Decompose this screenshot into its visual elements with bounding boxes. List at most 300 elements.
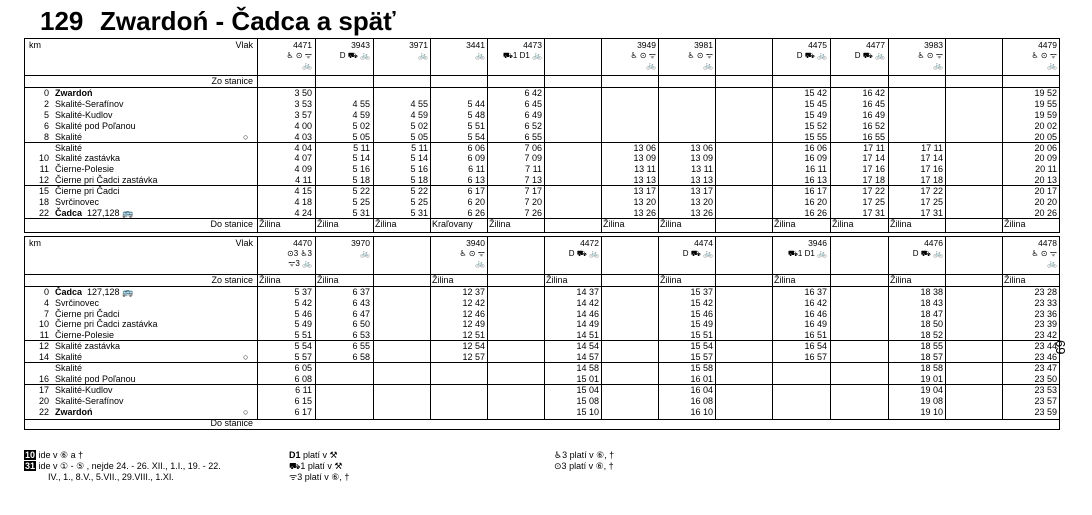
departure-time: 7 20 bbox=[524, 197, 542, 207]
to-station-row bbox=[24, 418, 1060, 430]
station-km: 22 bbox=[38, 207, 49, 218]
departure-time: 4 07 bbox=[294, 153, 312, 164]
departure-time: 16 51 bbox=[804, 330, 827, 341]
departure-time: 18 50 bbox=[920, 319, 943, 330]
departure-time: 16 17 bbox=[804, 186, 827, 197]
departure-time: 5 05 bbox=[352, 131, 370, 142]
page-title bbox=[40, 6, 396, 37]
station-km: 12 bbox=[38, 341, 49, 352]
train-icons-2: 🚲 bbox=[1047, 61, 1057, 70]
departure-time: 20 11 bbox=[1035, 164, 1057, 175]
departure-time: 14 54 bbox=[576, 341, 599, 352]
station-name: Čierne pri Čadci zastávka bbox=[55, 319, 158, 330]
departure-time: 20 06 bbox=[1034, 142, 1057, 153]
origin-station: Žilina bbox=[259, 274, 281, 285]
station-km: 6 bbox=[43, 120, 49, 131]
line-number: 129 bbox=[40, 6, 84, 36]
departure-time: 7 09 bbox=[524, 153, 542, 164]
departure-time: 15 08 bbox=[576, 395, 599, 406]
station-name: Skalité-Kudlov bbox=[55, 109, 113, 120]
departure-time: 23 44 bbox=[1034, 341, 1057, 352]
departure-time: 5 18 bbox=[410, 175, 428, 186]
departure-time: 16 54 bbox=[804, 341, 827, 352]
destination-station: Žilina bbox=[259, 218, 281, 229]
column-divider bbox=[1002, 237, 1003, 419]
legend-item-31: 31 ide v ① - ⑤ , nejde 24. - 26. XII., 1.I., 19. - 22. bbox=[25, 461, 221, 471]
departure-time: 15 51 bbox=[690, 330, 713, 341]
destination-station: Žilina bbox=[489, 218, 511, 229]
departure-time: 6 58 bbox=[352, 352, 370, 363]
train-icons: ♿ ⊙ ᯤ bbox=[1031, 51, 1057, 60]
departure-time: 17 14 bbox=[920, 153, 943, 164]
column-divider bbox=[257, 237, 258, 419]
departure-time: 14 57 bbox=[576, 352, 599, 363]
train-number: 3970 bbox=[351, 237, 370, 248]
departure-time: 5 48 bbox=[467, 109, 485, 120]
train-number: 3971 bbox=[409, 40, 428, 50]
departure-time: 16 13 bbox=[804, 175, 827, 186]
departure-time: 5 18 bbox=[352, 175, 370, 186]
departure-time: 19 52 bbox=[1034, 88, 1057, 98]
station-name: Skalité zastávka bbox=[55, 153, 121, 164]
departure-time: 5 25 bbox=[352, 197, 370, 207]
departure-time: 23 36 bbox=[1034, 308, 1057, 319]
departure-time: 18 57 bbox=[920, 352, 943, 363]
departure-time: 5 16 bbox=[410, 164, 428, 175]
departure-time: 5 31 bbox=[352, 207, 370, 218]
departure-time: 12 54 bbox=[462, 341, 485, 352]
station-km: 4 bbox=[43, 297, 49, 308]
origin-station: Žilina bbox=[432, 274, 454, 285]
station-km: 2 bbox=[43, 98, 49, 109]
from-station-label: Zo stanice bbox=[211, 274, 253, 285]
train-icons: ♿ ⊙ ᯤ bbox=[687, 51, 713, 60]
departure-time: 13 26 bbox=[690, 207, 713, 218]
departure-time: 13 06 bbox=[690, 142, 713, 153]
legend-item-10: 10 ide v ⑥ a † bbox=[25, 450, 84, 460]
departure-time: 5 14 bbox=[410, 153, 428, 164]
departure-time: 4 55 bbox=[410, 98, 428, 109]
departure-time: 15 37 bbox=[690, 286, 713, 297]
departure-time: 18 52 bbox=[920, 330, 943, 341]
train-number: 4477 bbox=[866, 40, 885, 50]
destination-station: Žilina bbox=[890, 218, 912, 229]
departure-time: 18 55 bbox=[920, 341, 943, 352]
departure-time: 6 20 bbox=[467, 197, 485, 207]
departure-time: 19 08 bbox=[920, 395, 943, 406]
station-km: 17 bbox=[38, 384, 49, 395]
column-divider bbox=[1002, 39, 1003, 232]
train-number: 3949 bbox=[637, 40, 656, 50]
train-number: 3940 bbox=[466, 237, 485, 248]
departure-time: 14 37 bbox=[576, 286, 599, 297]
departure-time: 4 11 bbox=[295, 175, 312, 186]
departure-time: 15 49 bbox=[804, 109, 827, 120]
train-number: 4472 bbox=[580, 237, 599, 248]
from-station-label: Zo stanice bbox=[211, 76, 253, 86]
train-icons: ⊙3 ♿3 bbox=[287, 248, 312, 258]
train-icons: 🚲 bbox=[418, 51, 428, 60]
station-name: Svrčinovec bbox=[55, 197, 100, 207]
station-km: 11 bbox=[39, 164, 49, 175]
train-icons: 🚲 bbox=[475, 51, 485, 60]
km-label: km bbox=[29, 40, 41, 50]
departure-time: 5 11 bbox=[353, 142, 370, 153]
departure-time: 13 20 bbox=[633, 197, 656, 207]
departure-time: 5 42 bbox=[294, 297, 312, 308]
departure-time: 6 50 bbox=[352, 319, 370, 330]
departure-time: 12 42 bbox=[462, 297, 485, 308]
station-name: Skalité pod Poľanou bbox=[55, 120, 136, 131]
column-divider bbox=[315, 237, 316, 419]
departure-time: 16 26 bbox=[804, 207, 827, 218]
departure-time: 5 46 bbox=[294, 308, 312, 319]
train-icons-2: 🚲 bbox=[302, 61, 312, 70]
station-mark: ○ bbox=[243, 352, 249, 363]
station-name: Skalité zastávka bbox=[55, 341, 121, 352]
km-label: km bbox=[29, 237, 41, 248]
column-divider bbox=[772, 39, 773, 232]
train-number: 3981 bbox=[694, 40, 713, 50]
departure-time: 5 11 bbox=[411, 142, 428, 153]
departure-time: 20 02 bbox=[1034, 120, 1057, 131]
train-icons-2: 🚲 bbox=[475, 258, 485, 268]
departure-time: 23 50 bbox=[1034, 373, 1057, 384]
departure-time: 7 13 bbox=[524, 175, 542, 186]
departure-time: 12 49 bbox=[462, 319, 485, 330]
departure-time: 17 18 bbox=[920, 175, 943, 186]
departure-time: 13 17 bbox=[690, 186, 713, 197]
departure-time: 5 49 bbox=[294, 319, 312, 330]
departure-time: 15 55 bbox=[804, 131, 827, 142]
departure-time: 17 16 bbox=[920, 164, 943, 175]
departure-time: 15 46 bbox=[690, 308, 713, 319]
departure-time: 15 42 bbox=[804, 88, 827, 98]
departure-time: 4 24 bbox=[294, 207, 312, 218]
departure-time: 4 09 bbox=[294, 164, 312, 175]
departure-time: 15 01 bbox=[576, 373, 599, 384]
departure-time: 12 51 bbox=[462, 330, 485, 341]
departure-time: 19 55 bbox=[1034, 98, 1057, 109]
departure-time: 16 55 bbox=[862, 131, 885, 142]
column-divider bbox=[257, 39, 258, 232]
departure-time: 15 04 bbox=[576, 384, 599, 395]
departure-time: 18 38 bbox=[920, 286, 943, 297]
departure-time: 6 11 bbox=[295, 384, 312, 395]
column-divider bbox=[487, 39, 488, 232]
departure-time: 6 47 bbox=[352, 308, 370, 319]
train-icons: ♿ ⊙ ᯤ bbox=[1031, 248, 1057, 258]
train-icons: ♿ ⊙ ᯤ bbox=[459, 248, 485, 258]
train-icons: ⛟1 D1 🚲 bbox=[787, 248, 827, 258]
column-divider bbox=[658, 237, 659, 419]
departure-time: 16 45 bbox=[862, 98, 885, 109]
departure-time: 5 57 bbox=[294, 352, 312, 363]
route-name: Zwardoń - Čadca a späť bbox=[100, 6, 396, 36]
departure-time: 16 06 bbox=[804, 142, 827, 153]
destination-station: Žilina bbox=[660, 218, 682, 229]
train-icons: D ⛟ 🚲 bbox=[796, 51, 827, 60]
station-km: 0 bbox=[43, 88, 49, 98]
column-divider bbox=[601, 237, 602, 419]
legend-item-power: ⊙3 platí v ⑥, † bbox=[554, 461, 614, 471]
departure-time: 4 04 bbox=[294, 142, 312, 153]
departure-time: 17 31 bbox=[862, 207, 885, 218]
departure-time: 6 49 bbox=[524, 109, 542, 120]
departure-time: 20 09 bbox=[1034, 153, 1057, 164]
departure-time: 7 17 bbox=[524, 186, 542, 197]
departure-time: 23 47 bbox=[1034, 363, 1057, 374]
station-connection: 127,128 🚌 bbox=[87, 207, 134, 218]
origin-station: Žilina bbox=[317, 274, 339, 285]
departure-time: 17 14 bbox=[862, 153, 885, 164]
departure-time: 20 13 bbox=[1034, 175, 1057, 186]
origin-station: Žilina bbox=[774, 274, 796, 285]
departure-time: 20 17 bbox=[1034, 186, 1057, 197]
departure-time: 14 58 bbox=[576, 363, 599, 374]
station-name: Čierne pri Čadci bbox=[55, 308, 120, 319]
departure-time: 4 55 bbox=[352, 98, 370, 109]
departure-time: 6 53 bbox=[352, 330, 370, 341]
station-mark: ○ bbox=[243, 131, 249, 142]
departure-time: 16 10 bbox=[690, 406, 713, 417]
departure-time: 7 11 bbox=[525, 164, 542, 175]
departure-time: 17 25 bbox=[920, 197, 943, 207]
departure-time: 15 57 bbox=[690, 352, 713, 363]
station-name: Čadca bbox=[55, 207, 83, 218]
station-name: Čierne pri Čadci bbox=[55, 186, 120, 197]
train-icons-2: 🚲 bbox=[1047, 258, 1057, 268]
departure-time: 13 17 bbox=[633, 186, 656, 197]
station-km: 10 bbox=[38, 319, 49, 330]
departure-time: 17 18 bbox=[862, 175, 885, 186]
column-divider bbox=[830, 39, 831, 232]
origin-station: Žilina bbox=[660, 274, 682, 285]
destination-station: Kraľovany bbox=[432, 218, 473, 229]
departure-time: 5 31 bbox=[410, 207, 428, 218]
column-divider bbox=[430, 237, 431, 419]
column-divider bbox=[315, 39, 316, 232]
departure-time: 12 37 bbox=[462, 286, 485, 297]
departure-time: 16 09 bbox=[804, 153, 827, 164]
station-connection: 127,128 🚌 bbox=[87, 286, 134, 297]
column-divider bbox=[772, 237, 773, 419]
station-name: Skalité bbox=[55, 352, 83, 363]
departure-time: 14 49 bbox=[576, 319, 599, 330]
departure-time: 4 00 bbox=[294, 120, 312, 131]
train-icons: ⛟1 D1 🚲 bbox=[502, 51, 542, 60]
column-divider bbox=[888, 237, 889, 419]
legend-item-bag: ⛟1 platí v ⚒ bbox=[289, 461, 343, 471]
vlak-label: Vlak bbox=[235, 237, 253, 248]
departure-time: 3 50 bbox=[294, 88, 312, 98]
train-icons: D ⛟ 🚲 bbox=[854, 51, 885, 60]
departure-time: 5 54 bbox=[294, 341, 312, 352]
departure-time: 12 46 bbox=[462, 308, 485, 319]
station-name: Zwardoń bbox=[55, 88, 93, 98]
origin-station: Žilina bbox=[890, 274, 912, 285]
train-number: 4470 bbox=[293, 237, 312, 248]
train-icons-2: 🚲 bbox=[933, 61, 943, 70]
departure-time: 16 46 bbox=[804, 308, 827, 319]
departure-time: 13 11 bbox=[691, 164, 713, 175]
station-km: 20 bbox=[38, 395, 49, 406]
station-km: 10 bbox=[38, 153, 49, 164]
column-divider bbox=[373, 39, 374, 232]
departure-time: 16 49 bbox=[804, 319, 827, 330]
departure-time: 7 26 bbox=[524, 207, 542, 218]
station-km: 7 bbox=[43, 308, 49, 319]
column-divider bbox=[544, 237, 545, 419]
train-icons: 🚲 bbox=[360, 248, 370, 258]
departure-time: 3 57 bbox=[294, 109, 312, 120]
departure-time: 23 42 bbox=[1034, 330, 1057, 341]
station-name: Skalité-Kudlov bbox=[55, 384, 113, 395]
station-name: Skalité bbox=[55, 142, 83, 153]
station-name: Svrčinovec bbox=[55, 297, 100, 308]
column-divider bbox=[373, 237, 374, 419]
station-name: Skalité bbox=[55, 363, 83, 374]
departure-time: 17 11 bbox=[863, 142, 885, 153]
departure-time: 16 01 bbox=[690, 373, 713, 384]
legend-item-wifi: ᯤ3 platí v ⑥, † bbox=[289, 472, 350, 482]
train-number: 4475 bbox=[808, 40, 827, 50]
departure-time: 15 10 bbox=[576, 406, 599, 417]
vlak-label: Vlak bbox=[235, 40, 253, 50]
departure-time: 16 11 bbox=[805, 164, 827, 175]
station-mark: ○ bbox=[243, 406, 249, 417]
departure-time: 13 06 bbox=[633, 142, 656, 153]
destination-station: Žilina bbox=[375, 218, 397, 229]
legend-item-31-cont: IV., 1., 8.V., 5.VII., 29.VIII., 1.XI. bbox=[48, 472, 174, 482]
destination-station: Žilina bbox=[317, 218, 339, 229]
departure-time: 4 18 bbox=[294, 197, 312, 207]
departure-time: 15 42 bbox=[690, 297, 713, 308]
departure-time: 19 10 bbox=[920, 406, 943, 417]
station-name: Skalité-Serafínov bbox=[55, 395, 124, 406]
departure-time: 16 37 bbox=[804, 286, 827, 297]
station-km: 5 bbox=[43, 109, 49, 120]
departure-time: 13 20 bbox=[690, 197, 713, 207]
departure-time: 13 11 bbox=[634, 164, 656, 175]
departure-time: 23 33 bbox=[1034, 297, 1057, 308]
station-km: 18 bbox=[38, 197, 49, 207]
departure-time: 15 54 bbox=[690, 341, 713, 352]
departure-time: 5 14 bbox=[352, 153, 370, 164]
train-icons: ♿ ⊙ ᯤ bbox=[286, 51, 312, 60]
departure-time: 4 15 bbox=[294, 186, 312, 197]
departure-time: 6 55 bbox=[524, 131, 542, 142]
departure-time: 6 06 bbox=[467, 142, 485, 153]
departure-time: 13 13 bbox=[690, 175, 713, 186]
departure-time: 23 53 bbox=[1034, 384, 1057, 395]
station-name: Čadca bbox=[55, 286, 83, 297]
departure-time: 13 09 bbox=[633, 153, 656, 164]
departure-time: 12 57 bbox=[462, 352, 485, 363]
departure-time: 5 02 bbox=[352, 120, 370, 131]
station-name: Čierne-Polesie bbox=[55, 330, 115, 341]
train-number: 4476 bbox=[924, 237, 943, 248]
destination-station: Žilina bbox=[832, 218, 854, 229]
departure-time: 5 37 bbox=[294, 286, 312, 297]
to-station-label: Do stanice bbox=[210, 417, 253, 428]
departure-time: 18 58 bbox=[920, 363, 943, 374]
train-icons-2: 🚲 bbox=[703, 61, 713, 70]
train-number: 4474 bbox=[694, 237, 713, 248]
departure-time: 15 45 bbox=[804, 98, 827, 109]
departure-time: 6 42 bbox=[524, 88, 542, 98]
column-divider bbox=[888, 39, 889, 232]
train-icons: D ⛟ 🚲 bbox=[682, 248, 713, 258]
departure-time: 19 04 bbox=[920, 384, 943, 395]
destination-station: Žilina bbox=[774, 218, 796, 229]
departure-time: 5 54 bbox=[467, 131, 485, 142]
departure-time: 23 59 bbox=[1034, 406, 1057, 417]
train-icons: D ⛟ 🚲 bbox=[339, 51, 370, 60]
departure-time: 15 58 bbox=[690, 363, 713, 374]
page-number: 69 bbox=[1053, 340, 1068, 355]
station-name: Skalité pod Poľanou bbox=[55, 373, 136, 384]
station-km: 8 bbox=[43, 131, 49, 142]
departure-time: 5 22 bbox=[410, 186, 428, 197]
destination-station: Žilina bbox=[603, 218, 625, 229]
train-number: 3946 bbox=[808, 237, 827, 248]
column-divider bbox=[487, 237, 488, 419]
departure-time: 6 17 bbox=[467, 186, 485, 197]
station-name: Čierne pri Čadci zastávka bbox=[55, 175, 158, 186]
departure-time: 17 22 bbox=[920, 186, 943, 197]
departure-time: 13 26 bbox=[633, 207, 656, 218]
departure-time: 5 51 bbox=[294, 330, 312, 341]
departure-time: 7 06 bbox=[524, 142, 542, 153]
departure-time: 5 02 bbox=[410, 120, 428, 131]
departure-time: 6 13 bbox=[467, 175, 485, 186]
station-name: Skalité bbox=[55, 131, 83, 142]
train-icons-2: ᯤ3 🚲 bbox=[288, 258, 312, 268]
column-divider bbox=[830, 237, 831, 419]
departure-time: 3 53 bbox=[294, 98, 312, 109]
departure-time: 5 16 bbox=[352, 164, 370, 175]
departure-time: 4 03 bbox=[294, 131, 312, 142]
departure-time: 16 20 bbox=[804, 197, 827, 207]
train-number: 4478 bbox=[1038, 237, 1057, 248]
to-station-label: Do stanice bbox=[210, 218, 253, 229]
legend-item-wheelchair: ♿3 platí v ⑥, † bbox=[554, 450, 615, 460]
column-divider bbox=[544, 39, 545, 232]
train-number: 3943 bbox=[351, 40, 370, 50]
train-number: 4473 bbox=[523, 40, 542, 50]
destination-station: Žilina bbox=[1004, 218, 1026, 229]
departure-time: 18 47 bbox=[920, 308, 943, 319]
departure-time: 15 52 bbox=[804, 120, 827, 131]
train-icons: D ⛟ 🚲 bbox=[568, 248, 599, 258]
departure-time: 6 08 bbox=[294, 373, 312, 384]
departure-time: 15 49 bbox=[690, 319, 713, 330]
departure-time: 6 26 bbox=[467, 207, 485, 218]
train-number: 3983 bbox=[924, 40, 943, 50]
departure-time: 13 13 bbox=[633, 175, 656, 186]
departure-time: 23 28 bbox=[1034, 286, 1057, 297]
departure-time: 23 46 bbox=[1034, 352, 1057, 363]
departure-time: 6 37 bbox=[352, 286, 370, 297]
departure-time: 6 45 bbox=[524, 98, 542, 109]
departure-time: 19 01 bbox=[920, 373, 943, 384]
train-number: 3441 bbox=[466, 40, 485, 50]
column-divider bbox=[601, 39, 602, 232]
departure-time: 16 49 bbox=[862, 109, 885, 120]
column-divider bbox=[715, 237, 716, 419]
departure-time: 6 43 bbox=[352, 297, 370, 308]
